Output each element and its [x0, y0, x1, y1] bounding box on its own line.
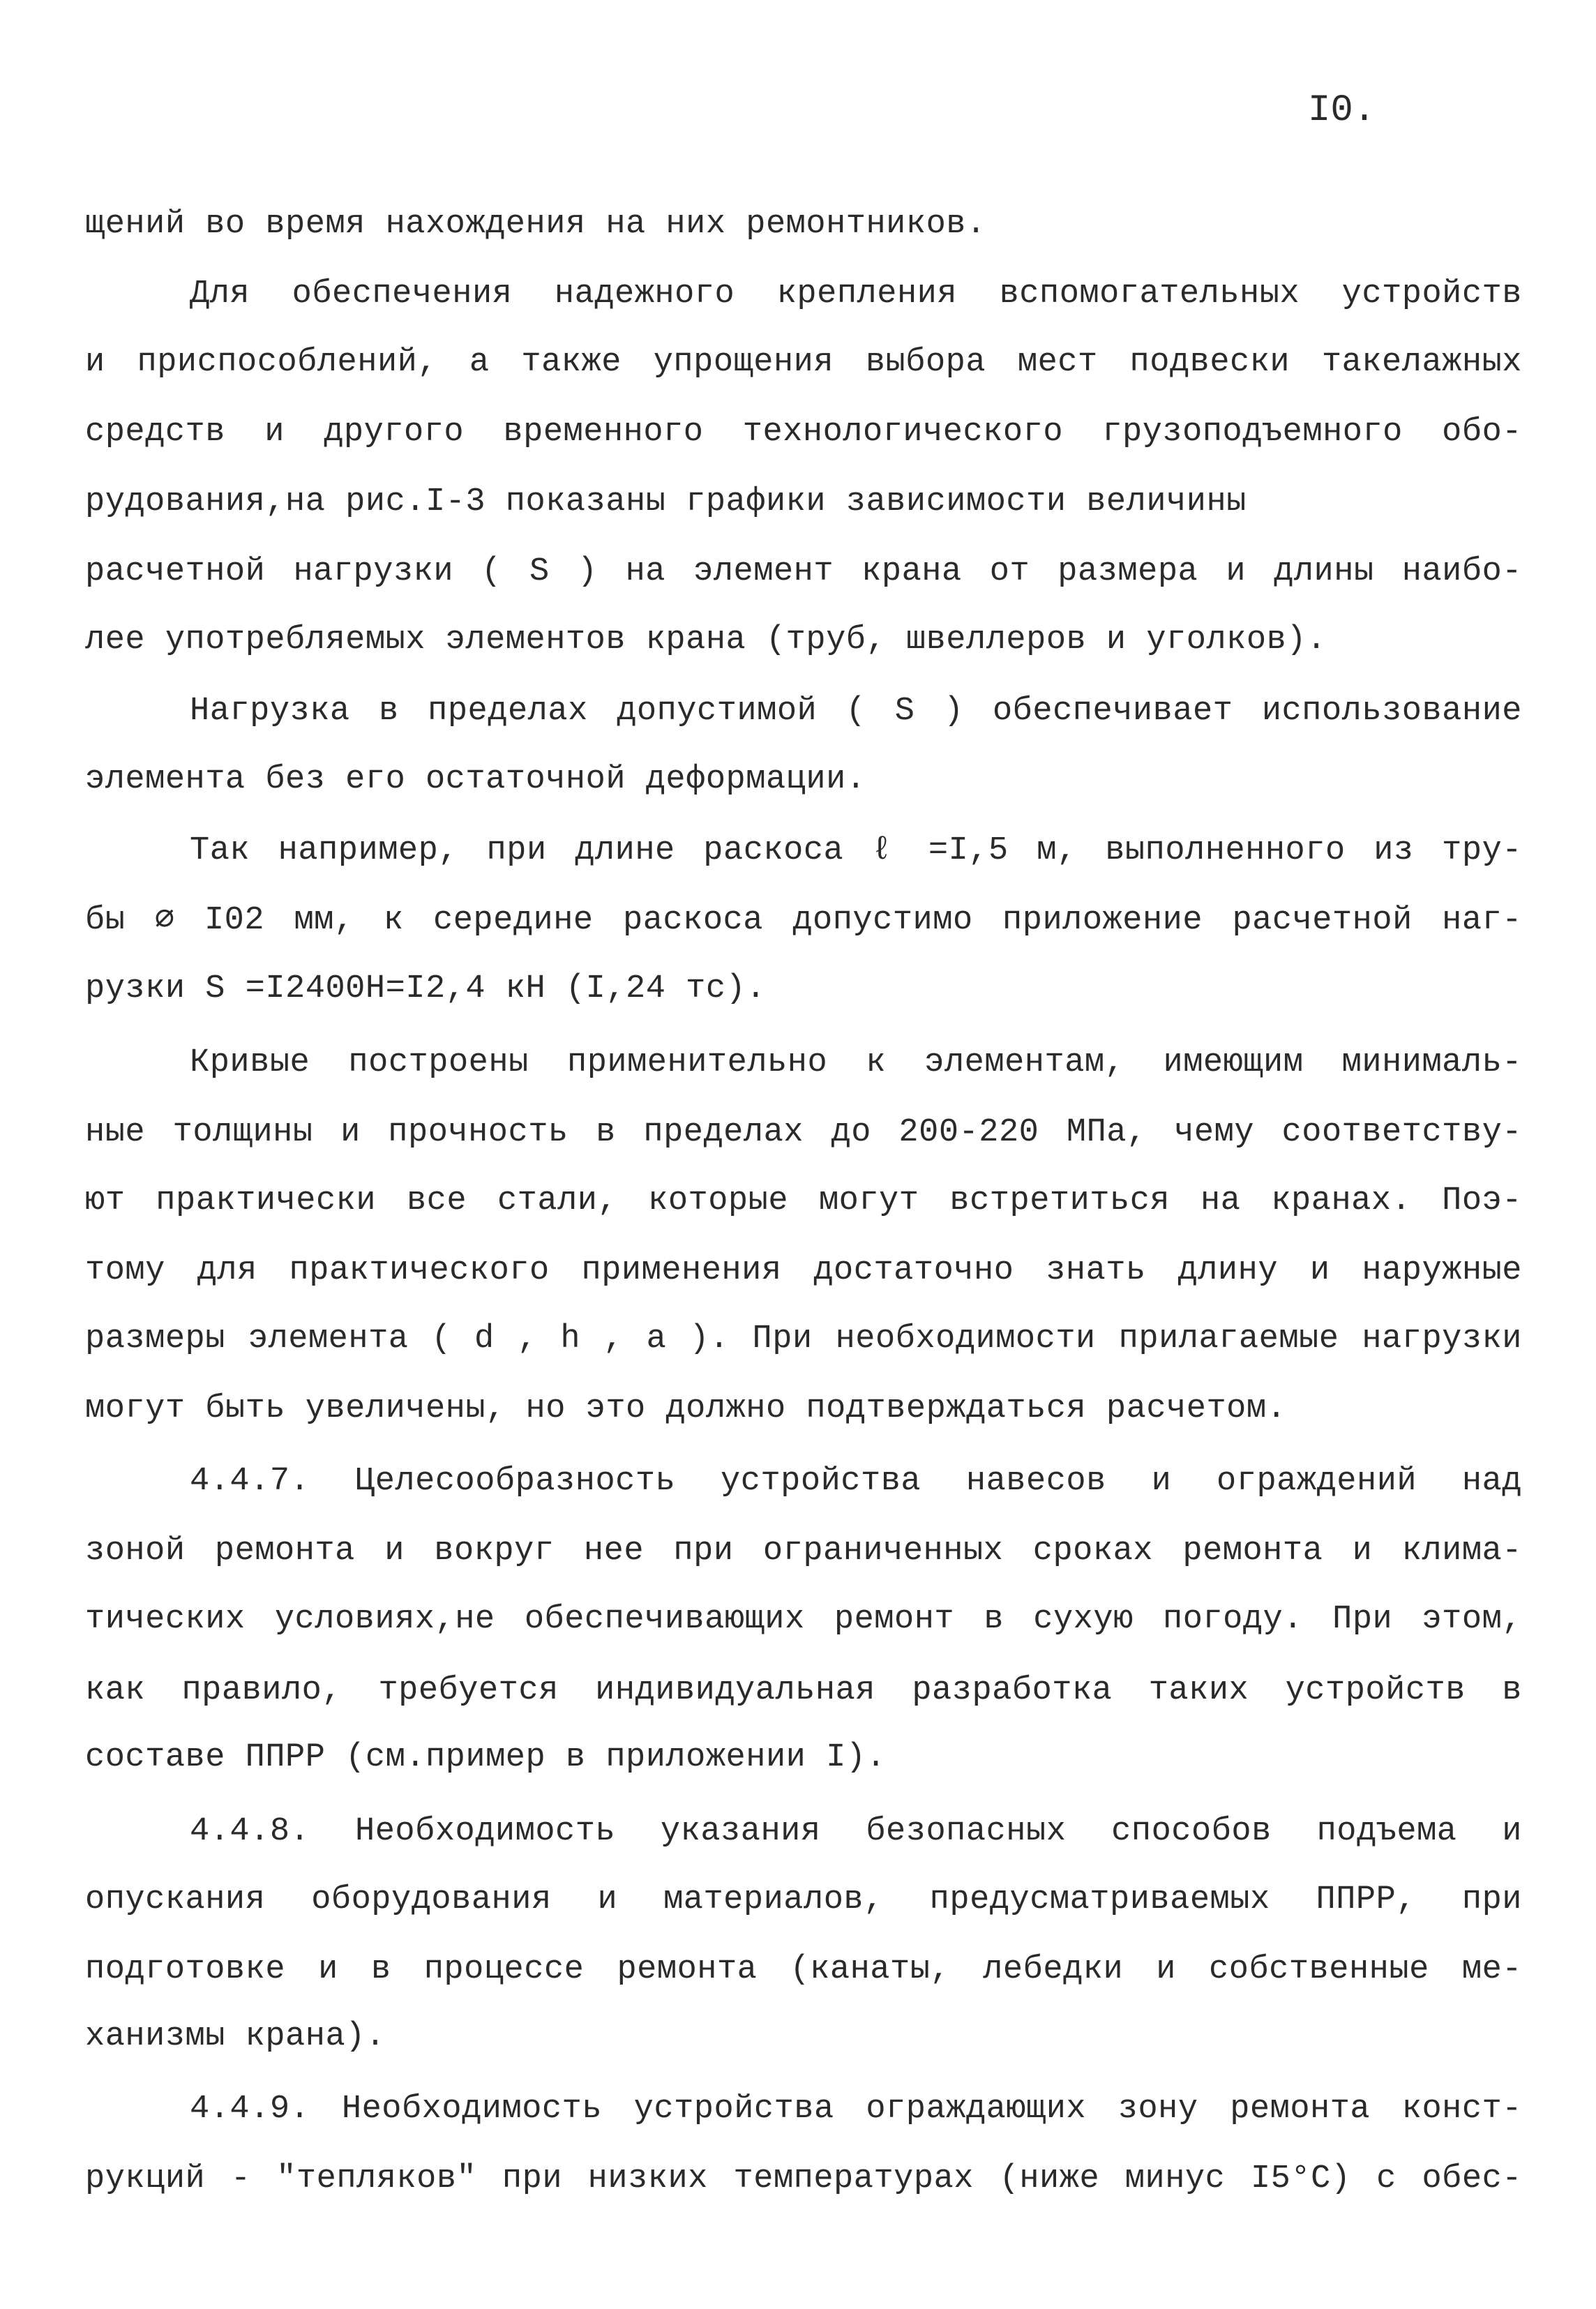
- text-line: зоной ремонта и вокруг нее при ограниченных сроках ремонта и клима-: [85, 1533, 1522, 1570]
- page-number: I0.: [1308, 89, 1376, 132]
- text-line: тому для практического применения достаточно знать длину и наружные: [85, 1252, 1522, 1289]
- text-line: опускания оборудования и материалов, предусматриваемых ППРР, при: [85, 1881, 1522, 1918]
- text-line: и приспособлений, а также упрощения выбора мест подвески такелажных: [85, 344, 1522, 381]
- text-line: рузки S =I2400Н=I2,4 кН (I,24 тс).: [85, 970, 766, 1007]
- text-line: тических условиях,не обеспечивающих ремонт в сухую погоду. При этом,: [85, 1601, 1522, 1638]
- text-line: ханизмы крана).: [85, 2018, 386, 2055]
- text-line: 4.4.9. Необходимость устройства ограждающих зону ремонта конст-: [190, 2091, 1522, 2128]
- text-line: лее употребляемых элементов крана (труб, швеллеров и уголков).: [85, 622, 1327, 659]
- text-line: могут быть увеличены, но это должно подтверждаться расчетом.: [85, 1390, 1287, 1427]
- text-line: рудования,на рис.I-3 показаны графики зависимости величины: [85, 483, 1247, 520]
- text-line: Кривые построены применительно к элементам, имеющим минималь-: [190, 1044, 1522, 1081]
- text-line: элемента без его остаточной деформации.: [85, 761, 866, 798]
- text-line: Так например, при длине раскоса ℓ =I,5 м, выполненного из тру-: [190, 832, 1522, 869]
- text-line: бы ∅ I02 мм, к середине раскоса допустимо приложение расчетной наг-: [85, 902, 1522, 939]
- text-line: составе ППРР (см.пример в приложении I).: [85, 1739, 887, 1776]
- text-line: ные толщины и прочность в пределах до 200-220 МПа, чему соответству-: [85, 1114, 1522, 1151]
- text-line: 4.4.8. Необходимость указания безопасных способов подъема и: [190, 1813, 1522, 1850]
- text-line: Нагрузка в пределах допустимой ( S ) обеспечивает использование: [190, 693, 1522, 730]
- text-line: как правило, требуется индивидуальная разработка таких устройств в: [85, 1672, 1522, 1709]
- text-line: размеры элемента ( d , h , a ). При необходимости прилагаемые нагрузки: [85, 1321, 1522, 1357]
- text-line: расчетной нагрузки ( S ) на элемент крана от размера и длины наибо-: [85, 553, 1522, 590]
- text-line: рукций - "тепляков" при низких температурах (ниже минус I5°С) с обес-: [85, 2160, 1522, 2197]
- text-line: Для обеспечения надежного крепления вспомогательных устройств: [190, 276, 1522, 313]
- text-line: щений во время нахождения на них ремонтников.: [85, 206, 986, 243]
- text-line: 4.4.7. Целесообразность устройства навесов и ограждений над: [190, 1463, 1522, 1500]
- text-line: ют практически все стали, которые могут встретиться на кранах. Поэ-: [85, 1182, 1522, 1219]
- text-line: подготовке и в процессе ремонта (канаты, лебедки и собственные ме-: [85, 1951, 1522, 1988]
- text-line: средств и другого временного технологического грузоподъемного обо-: [85, 414, 1522, 451]
